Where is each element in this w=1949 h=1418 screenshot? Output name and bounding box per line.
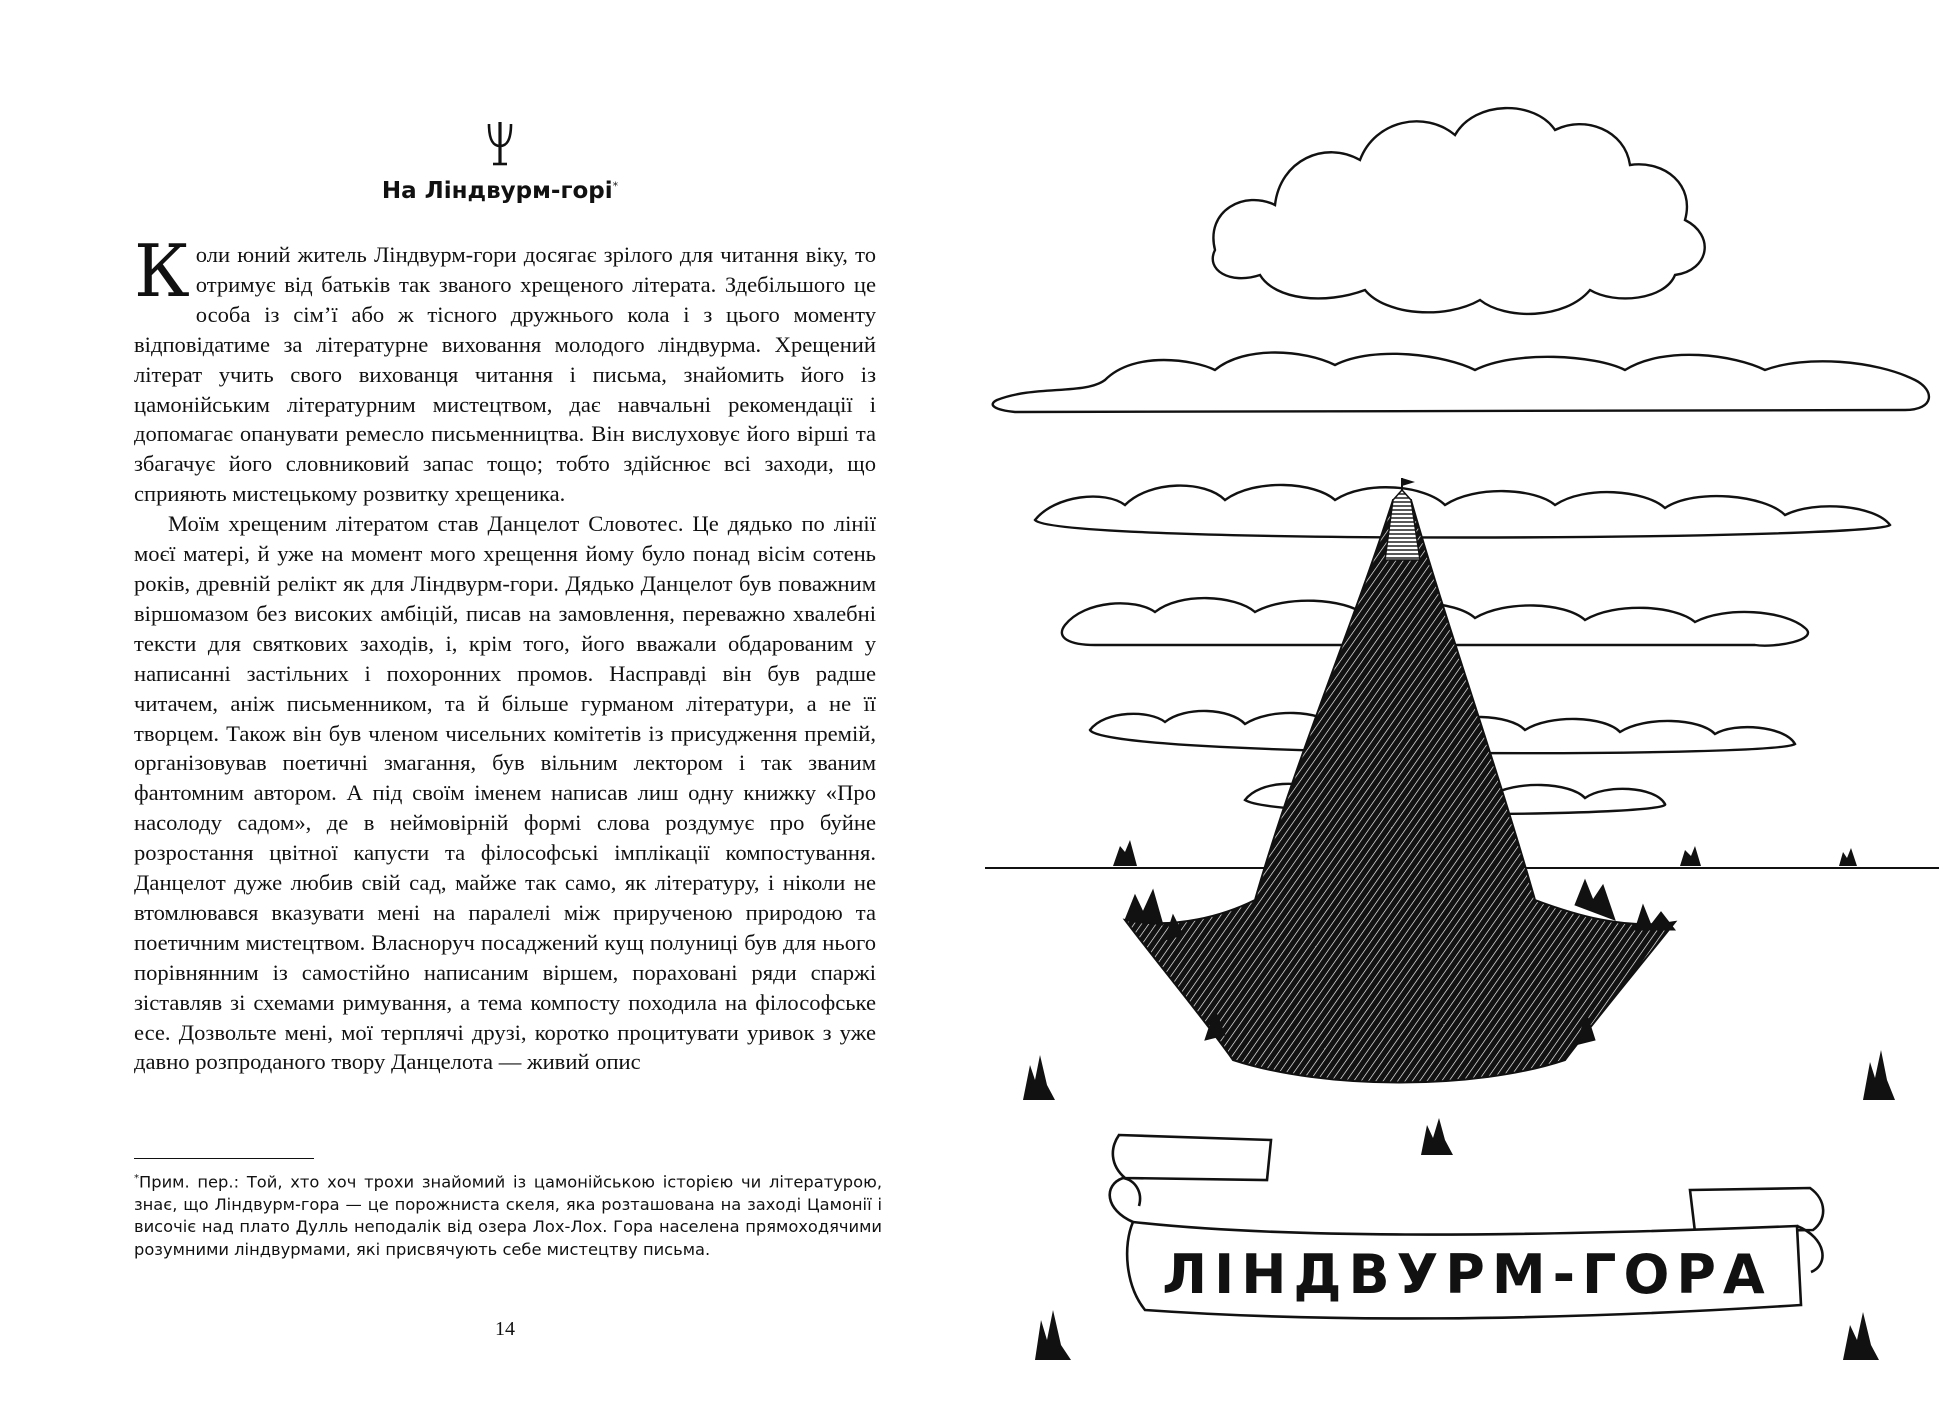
paragraph-1: Коли юний житель Ліндвурм-гори досягає зрілого для читання віку, то отримує від батьків так званого хрещеного літерата. Здебільшого це особа із сім’ї або ж тісного дружнього кола і з цього моменту відповідатиме за літературне виховання молодого ліндвурма. Хрещений літерат учить свого вихованця читання і письма, знайомить його із цамонійським літературним мистецтвом, дає навчальні рекомендації і допомагає опанувати ремесло письменництва. Він вислуховує його вірші та збагачує його словниковий запас тощо; тобто здійснює всі заходи, що сприяють мистецькому розвитку хрещеника.: [134, 229, 876, 507]
scroll-curl-right: [1797, 1226, 1823, 1272]
scroll-top-right: [1690, 1188, 1823, 1232]
mountain: [1125, 478, 1675, 1083]
cloud-row-1: [993, 353, 1929, 413]
banner-label: ЛІНДВУРМ-ГОРА: [1162, 1243, 1772, 1306]
footnote-marker: *: [134, 1173, 139, 1184]
drop-cap: К: [134, 229, 190, 313]
body-text: [134, 229, 876, 1077]
footnote: *Прим. пер.: Той, хто хоч трохи знайомий із цамонійською історією чи літературою, знає, що Ліндвурм-гора — це порожниста скеля, яка розташована на заході Цамонії і височіє над плато Дулль неподалік від озера Лох-Лох. Гора населена прямоходячими розумними ліндвурмами, які присвячують себе мистецтву письма.: [134, 1172, 882, 1259]
cloud-row-2: [1035, 485, 1890, 538]
cloud-top: [1213, 108, 1705, 314]
right-page: [975, 0, 1949, 1418]
scroll-curl-left: [1110, 1178, 1140, 1222]
chapter-footnote-marker: *: [612, 179, 619, 193]
chapter-title: На Ліндвурм-горі*: [381, 178, 619, 204]
scroll-top-left: [1113, 1135, 1271, 1180]
lindwurm-mountain-illustration: [975, 0, 1949, 1418]
trident-icon: [487, 118, 513, 168]
paragraph-2: Моїм хрещеним літератом став Данцелот Словотес. Це дядько по лінії моєї матері, й уже на момент мого хрещення йому було понад вісім сотень років, древній релікт як для Ліндвурм-гори. Дядько Данцелот був поважним віршомазом без високих амбіцій, писав на замовлення, переважно хвалебні тексти для святкових заходів, і, крім того, його вважали обдарованим у написанні застільних і похоронних промов. Насправді він був радше читачем, аніж письменником, та й більше гурманом літератури, а не її творцем. Також він був членом чисельних комітетів із присудження премій, організовував поетичні змагання, був вільним лектором і так званим фантомним автором. А під своїм іменем написав лиш одну книжку «Про насолоду садом», де в неймовірній формі слова роздумує про буйне розростання цвітної капусти та філософські імплікації компостування. Данцелот дуже любив свій сад, майже так само, як літературу, і ніколи не втомлювався вказувати мені на паралелі між прирученою природою та поетичним мистецтвом. Власноруч посаджений кущ полуниці був для нього порівнянним із самостійно написаним віршем, пораховані ряди спаржі зіставляв зі схемами римування, а тема компосту походила на філософське есе. Дозвольте мені, мої терплячі друзі, коротко процитувати уривок з уже давно розпроданого твору Данцелота — живий опис: [134, 511, 876, 1075]
page-number: 14: [495, 1318, 515, 1340]
footnote-divider: [134, 1158, 314, 1159]
